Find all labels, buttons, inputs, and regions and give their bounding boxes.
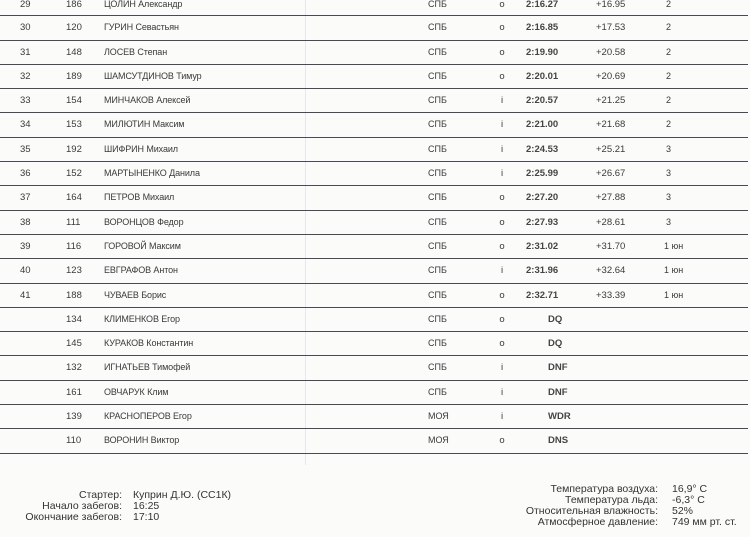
- bib-cell: 111: [66, 216, 81, 228]
- rank-cell: 3: [666, 216, 672, 227]
- club-cell: СПБ: [428, 95, 447, 106]
- bib-cell: 186: [66, 0, 82, 10]
- pressure-value: 749 мм рт. ст.: [672, 516, 737, 528]
- rank-cell: 1 юн: [664, 289, 684, 300]
- rank-cell: 1 юн: [664, 240, 684, 251]
- lane-cell: o: [499, 313, 505, 325]
- table-row: [0, 0, 748, 16]
- lane-cell: o: [499, 289, 505, 301]
- diff-cell: +21.25: [596, 95, 626, 107]
- name-cell: ЕВГРАФОВ Антон: [104, 265, 178, 276]
- bib-cell: 188: [66, 289, 82, 301]
- start-time-label: Начало забегов:: [42, 500, 122, 512]
- name-cell: ГУРИН Севастьян: [104, 22, 179, 33]
- place-cell: 31: [20, 46, 31, 58]
- diff-cell: +20.58: [596, 46, 626, 58]
- name-cell: ПЕТРОВ Михаил: [104, 192, 175, 203]
- lane-cell: i: [500, 143, 504, 155]
- place-cell: 30: [20, 22, 31, 34]
- place-cell: 37: [20, 192, 31, 204]
- diff-cell: +33.39: [596, 289, 626, 301]
- time-cell: 2:20.57: [526, 95, 559, 107]
- diff-cell: +31.70: [596, 240, 626, 252]
- diff-cell: +20.69: [596, 70, 626, 82]
- time-cell: 2:19.90: [526, 46, 559, 58]
- place-cell: 32: [20, 70, 31, 82]
- name-cell: КЛИМЕНКОВ Егор: [104, 313, 180, 324]
- club-cell: СПБ: [428, 143, 447, 154]
- name-cell: МАРТЫНЕНКО Данила: [104, 168, 200, 179]
- pressure-label: Атмосферное давление:: [537, 516, 658, 528]
- club-cell: СПБ: [428, 265, 447, 276]
- name-cell: ЦОЛИН Александр: [104, 0, 183, 9]
- name-cell: ОВЧАРУК Клим: [104, 386, 169, 397]
- place-cell: 40: [20, 265, 31, 277]
- diff-cell: +28.61: [596, 216, 626, 228]
- bib-cell: 154: [66, 95, 82, 107]
- starter-label: Стартер:: [78, 489, 122, 501]
- lane-cell: i: [500, 95, 504, 107]
- name-cell: МИНЧАКОВ Алексей: [104, 95, 191, 106]
- place-cell: 39: [20, 240, 31, 252]
- bib-cell: 139: [66, 411, 82, 423]
- club-cell: СПБ: [428, 386, 447, 397]
- diff-cell: +32.64: [596, 265, 626, 277]
- bib-cell: 120: [66, 22, 82, 34]
- lane-cell: o: [499, 338, 505, 350]
- rank-cell: 3: [666, 192, 672, 203]
- lane-cell: o: [499, 435, 505, 447]
- bib-cell: 152: [66, 168, 82, 180]
- lane-cell: o: [499, 216, 505, 228]
- time-cell: 2:31.02: [526, 240, 559, 252]
- table-row: [0, 16, 748, 40]
- table-row: [0, 381, 748, 405]
- name-cell: КРАСНОПЕРОВ Егор: [104, 411, 192, 422]
- name-cell: ИГНАТЬЕВ Тимофей: [104, 362, 191, 373]
- lane-cell: o: [499, 192, 505, 204]
- diff-cell: +25.21: [596, 143, 626, 155]
- name-cell: ВОРОНЦОВ Федор: [104, 216, 184, 227]
- name-cell: МИЛЮТИН Максим: [104, 119, 185, 130]
- club-cell: СПБ: [428, 313, 447, 324]
- lane-cell: i: [500, 386, 504, 398]
- rank-cell: 2: [666, 0, 672, 9]
- bib-cell: 161: [66, 386, 82, 398]
- table-row: [0, 308, 748, 332]
- status-cell: DNS: [548, 435, 569, 447]
- club-cell: СПБ: [428, 216, 447, 227]
- table-row: [0, 65, 748, 89]
- table-row: [0, 89, 748, 113]
- lane-cell: o: [499, 46, 505, 58]
- diff-cell: +17.53: [596, 22, 626, 34]
- club-cell: СПБ: [428, 22, 447, 33]
- time-cell: 2:16.85: [526, 22, 559, 34]
- rank-cell: 2: [666, 95, 672, 106]
- bib-cell: 164: [66, 192, 82, 204]
- place-cell: 41: [20, 289, 31, 301]
- bib-cell: 116: [66, 240, 82, 252]
- ice-temp-label: Температура льда:: [565, 494, 658, 506]
- club-cell: СПБ: [428, 168, 447, 179]
- table-row: [0, 332, 748, 356]
- time-cell: 2:20.01: [526, 70, 559, 82]
- place-cell: 29: [20, 0, 31, 10]
- bib-cell: 123: [66, 265, 82, 277]
- place-cell: 33: [20, 95, 31, 107]
- table-row: [0, 284, 748, 308]
- name-cell: ГОРОВОЙ Максим: [104, 240, 181, 251]
- bib-cell: 153: [66, 119, 82, 131]
- lane-cell: i: [500, 411, 504, 423]
- club-cell: СПБ: [428, 338, 447, 349]
- place-cell: 36: [20, 168, 31, 180]
- table-row: [0, 405, 748, 429]
- end-time-value: 17:10: [133, 511, 160, 523]
- rank-cell: 2: [666, 70, 672, 81]
- rank-cell: 3: [666, 168, 672, 179]
- lane-cell: i: [500, 119, 504, 131]
- club-cell: МОЯ: [428, 411, 449, 422]
- table-row: [0, 186, 748, 210]
- table-row: [0, 259, 748, 283]
- time-cell: 2:27.20: [526, 192, 559, 204]
- table-row: [0, 429, 748, 453]
- humidity-label: Относительная влажность:: [525, 505, 658, 517]
- lane-cell: i: [500, 362, 504, 374]
- name-cell: ЛОСЕВ Степан: [104, 46, 168, 57]
- bib-cell: 148: [66, 46, 82, 58]
- diff-cell: +21.68: [596, 119, 626, 131]
- status-cell: DNF: [548, 386, 568, 398]
- table-row: [0, 235, 748, 259]
- time-cell: 2:24.53: [526, 143, 559, 155]
- time-cell: 2:32.71: [526, 289, 559, 301]
- name-cell: ШИФРИН Михаил: [104, 143, 178, 154]
- bib-cell: 189: [66, 70, 82, 82]
- lane-cell: o: [499, 22, 505, 34]
- air-temp-value: 16,9° С: [672, 483, 708, 495]
- lane-cell: o: [499, 0, 505, 10]
- place-cell: 34: [20, 119, 31, 131]
- table-row: [0, 138, 748, 162]
- name-cell: ВОРОНИН Виктор: [104, 435, 180, 446]
- bib-cell: 145: [66, 338, 82, 350]
- start-time-value: 16:25: [133, 500, 160, 512]
- bib-cell: 110: [66, 435, 82, 447]
- lane-cell: i: [500, 168, 504, 180]
- rank-cell: 1 юн: [664, 265, 684, 276]
- club-cell: СПБ: [428, 119, 447, 130]
- table-row: [0, 356, 748, 380]
- starter-value: Куприн Д.Ю. (СС1К): [133, 489, 232, 501]
- club-cell: СПБ: [428, 70, 447, 81]
- status-cell: DNF: [548, 362, 568, 374]
- rank-cell: 2: [666, 46, 672, 57]
- ice-temp-value: -6,3° С: [672, 494, 705, 506]
- bib-cell: 132: [66, 362, 82, 374]
- name-cell: ШАМСУТДИНОВ Тимур: [104, 70, 202, 81]
- diff-cell: +16.95: [596, 0, 626, 10]
- lane-cell: o: [499, 240, 505, 252]
- time-cell: 2:21.00: [526, 119, 559, 131]
- bib-cell: 192: [66, 143, 82, 155]
- club-cell: СПБ: [428, 192, 447, 203]
- club-cell: МОЯ: [428, 435, 449, 446]
- club-cell: СПБ: [428, 289, 447, 300]
- club-cell: СПБ: [428, 46, 447, 57]
- club-cell: СПБ: [428, 240, 447, 251]
- rank-cell: 2: [666, 119, 672, 130]
- club-cell: СПБ: [428, 0, 447, 9]
- place-cell: 38: [20, 216, 31, 228]
- humidity-value: 52%: [672, 505, 694, 517]
- status-cell: DQ: [548, 313, 563, 325]
- air-temp-label: Температура воздуха:: [550, 483, 658, 495]
- rank-cell: 3: [666, 143, 672, 154]
- diff-cell: +26.67: [596, 168, 626, 180]
- time-cell: 2:16.27: [526, 0, 559, 10]
- place-cell: 35: [20, 143, 31, 155]
- name-cell: ЧУВАЕВ Борис: [104, 289, 167, 300]
- table-row: [0, 113, 748, 137]
- end-time-label: Окончание забегов:: [25, 511, 122, 523]
- lane-cell: o: [499, 70, 505, 82]
- bib-cell: 134: [66, 313, 82, 325]
- diff-cell: +27.88: [596, 192, 626, 204]
- time-cell: 2:27.93: [526, 216, 559, 228]
- status-cell: DQ: [548, 338, 563, 350]
- name-cell: КУРАКОВ Константин: [104, 338, 194, 349]
- rank-cell: 2: [666, 22, 672, 33]
- lane-cell: i: [500, 265, 504, 277]
- table-row: [0, 41, 748, 65]
- status-cell: WDR: [548, 411, 571, 423]
- time-cell: 2:25.99: [526, 168, 559, 180]
- table-row: [0, 162, 748, 186]
- table-row: [0, 211, 748, 235]
- club-cell: СПБ: [428, 362, 447, 373]
- time-cell: 2:31.96: [526, 265, 559, 277]
